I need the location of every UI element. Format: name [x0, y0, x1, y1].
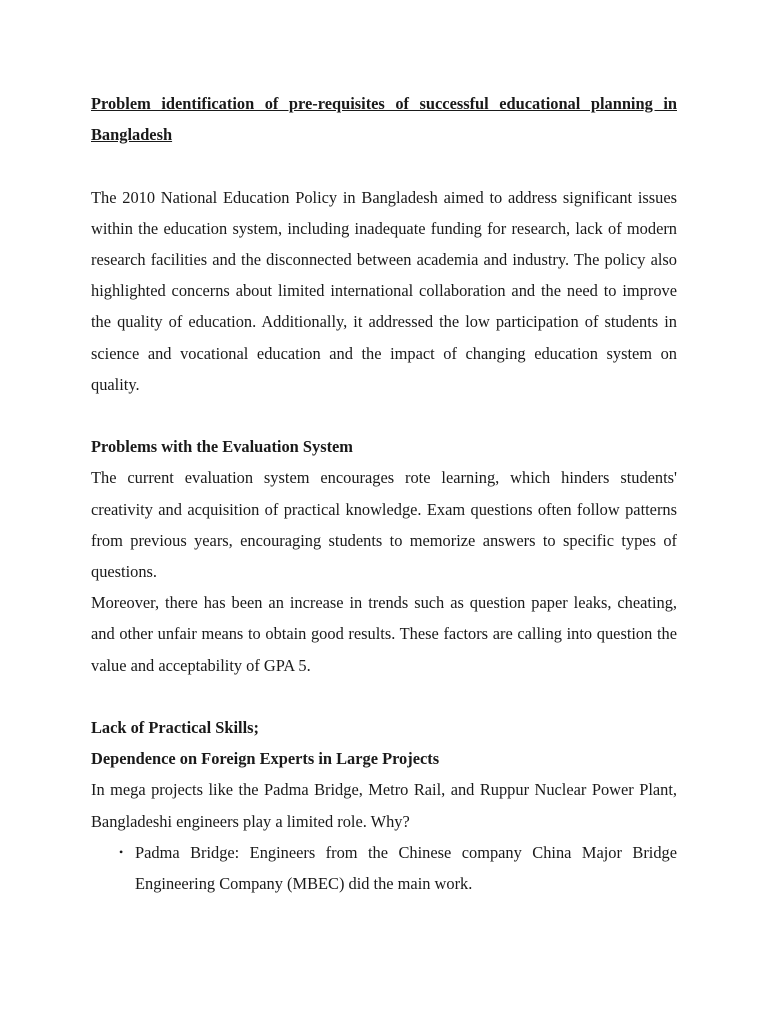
subheading-foreign-experts: Dependence on Foreign Experts in Large Projects [91, 749, 440, 769]
list-item [91, 837, 677, 899]
document-title: Problem identification of pre-requisites of successful educational planning in Bangladesh [91, 94, 677, 145]
list-item-text: Padma Bridge: Engineers from the Chinese company China Major Bridge Engineering Company (MBEC) did the main work. [135, 842, 677, 894]
intro-paragraph: The 2010 National Education Policy in Bangladesh aimed to address significant issues within the education system, including inadequate funding for research, lack of modern research facilities and the disconnected between academia and industry. The policy also highlighted concerns about limited international collaboration and the need to improve the quality of education. Additionally, it addressed the low participation of students in science and vocational education and the impact of changing education system on quality. [91, 187, 677, 394]
section-heading-evaluation: Problems with the Evaluation System [91, 437, 353, 457]
bullet-marker: • [119, 844, 124, 859]
bullet-list [91, 837, 677, 899]
evaluation-paragraph-2: Moreover, there has been an increase in trends such as question paper leaks, cheating, and other unfair means to obtain good results. These factors are calling into question the value and acceptability of GPA 5. [91, 593, 677, 675]
section-heading-practical-skills: Lack of Practical Skills; [91, 718, 259, 738]
spacer [91, 400, 677, 431]
spacer [91, 681, 677, 712]
document-page [91, 88, 677, 899]
spacer [91, 150, 677, 181]
foreign-experts-paragraph: In mega projects like the Padma Bridge, Metro Rail, and Ruppur Nuclear Power Plant, Bangladeshi engineers play a limited role. Why? [91, 780, 677, 831]
evaluation-paragraph-1: The current evaluation system encourages rote learning, which hinders students' creativity and acquisition of practical knowledge. Exam questions often follow patterns from previous years, encouraging students to memorize answers to specific types of questions. [91, 468, 677, 582]
